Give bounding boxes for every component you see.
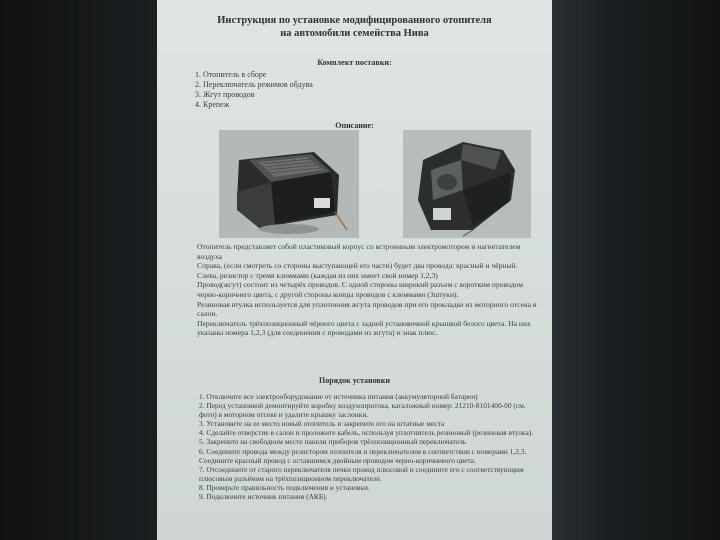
heater-photo-side (403, 130, 531, 238)
list-item: 4. Сделайте отверстие в салон и проложите кабель, используя уплотнитель резиновый (резиновая втулка). (199, 428, 534, 438)
list-item: 7. Отсоедините от старого переключателя печки провод плюсовой и соедините его с соответствующим плюсовым разъёмом на трёхпозиционном переключателе. (199, 464, 524, 483)
description-paragraph: Отопитель представляет собой пластиковый корпус со встроенным электромотором и нагнетателем воздуха (197, 242, 521, 261)
background-left (0, 0, 157, 540)
title-line-1: Инструкция по установке модифицированного отопителя (217, 15, 492, 26)
list-item: 9. Подключите источник питания (АКБ). (199, 492, 328, 502)
description-paragraph: Справа, (если смотреть со стороны выступающей его части) будет два провода: красный и чёрный. (197, 261, 518, 271)
description-text (197, 242, 542, 338)
list-item: 5. Закрепите на свободном месте панели приборов трёхпозиционный переключатель (199, 437, 467, 447)
kit-heading: Комплект поставки: (317, 58, 392, 67)
heater-side-illustration (403, 130, 531, 238)
heater-front-illustration (219, 130, 359, 238)
description-heading: Описание: (335, 121, 374, 130)
description-paragraph: Провод(жгут) состоит из четырёх проводов. С одной стороны широкий разъем с коротким проводом черно-коричнего цвета, с другой стороны концы проводов с клеммами (3штуки). (197, 280, 524, 299)
description-paragraph: Резиновая втулка используется для уплотнения жгута проводов при его прокладке из моторного отсека в салон. (197, 299, 537, 319)
list-item: 1. Отопитель в сборе (195, 70, 267, 79)
list-item: 3. Установите на ее место новый отопитель и закрепите его на штатные места (199, 419, 445, 429)
heater-photo-front (219, 130, 359, 238)
title-line-2: на автомобили семейства Нива (280, 28, 429, 39)
background-right (552, 0, 720, 540)
list-item: 2. Перед установкой демонтируйте коробку воздухопритока, каталожный номер: 21210-8101400-00 (см. фото) в моторном отсеке и удалите крышку заслонки. (199, 401, 526, 420)
list-item: 1. Отключите все электрооборудование от источника питания (аккумуляторной батареи) (199, 392, 478, 401)
document-page (157, 0, 552, 540)
list-item: 4. Крепеж (195, 100, 230, 109)
description-paragraph: Переключатель трёхпозиционный чёрного цвета с задней установочной крышкой белого цвета. На них указаны номера 1,2,3 (для соединения с проводами из жгута) и знак плюс. (197, 318, 531, 338)
description-paragraph: Слева, резистор с тремя клеммами (каждая из них имеет свой номер 1,2,3) (197, 270, 438, 280)
install-heading: Порядок установки (319, 376, 390, 385)
list-item: 6. Соедините провода между резистором отопителя и переключателем в соответствии с номерами 1,2,3. Соедините красный провод с оставшимся двойным проводом черно-коричневого цвета. (199, 446, 527, 465)
list-item: 2. Переключатель режимов обдува (195, 80, 313, 89)
list-item: 3. Жгут проводов (195, 90, 255, 99)
kit-list (195, 70, 313, 110)
list-item: 8. Проверьте правильность подключения и установки. (199, 482, 370, 492)
install-steps-list (199, 392, 544, 501)
